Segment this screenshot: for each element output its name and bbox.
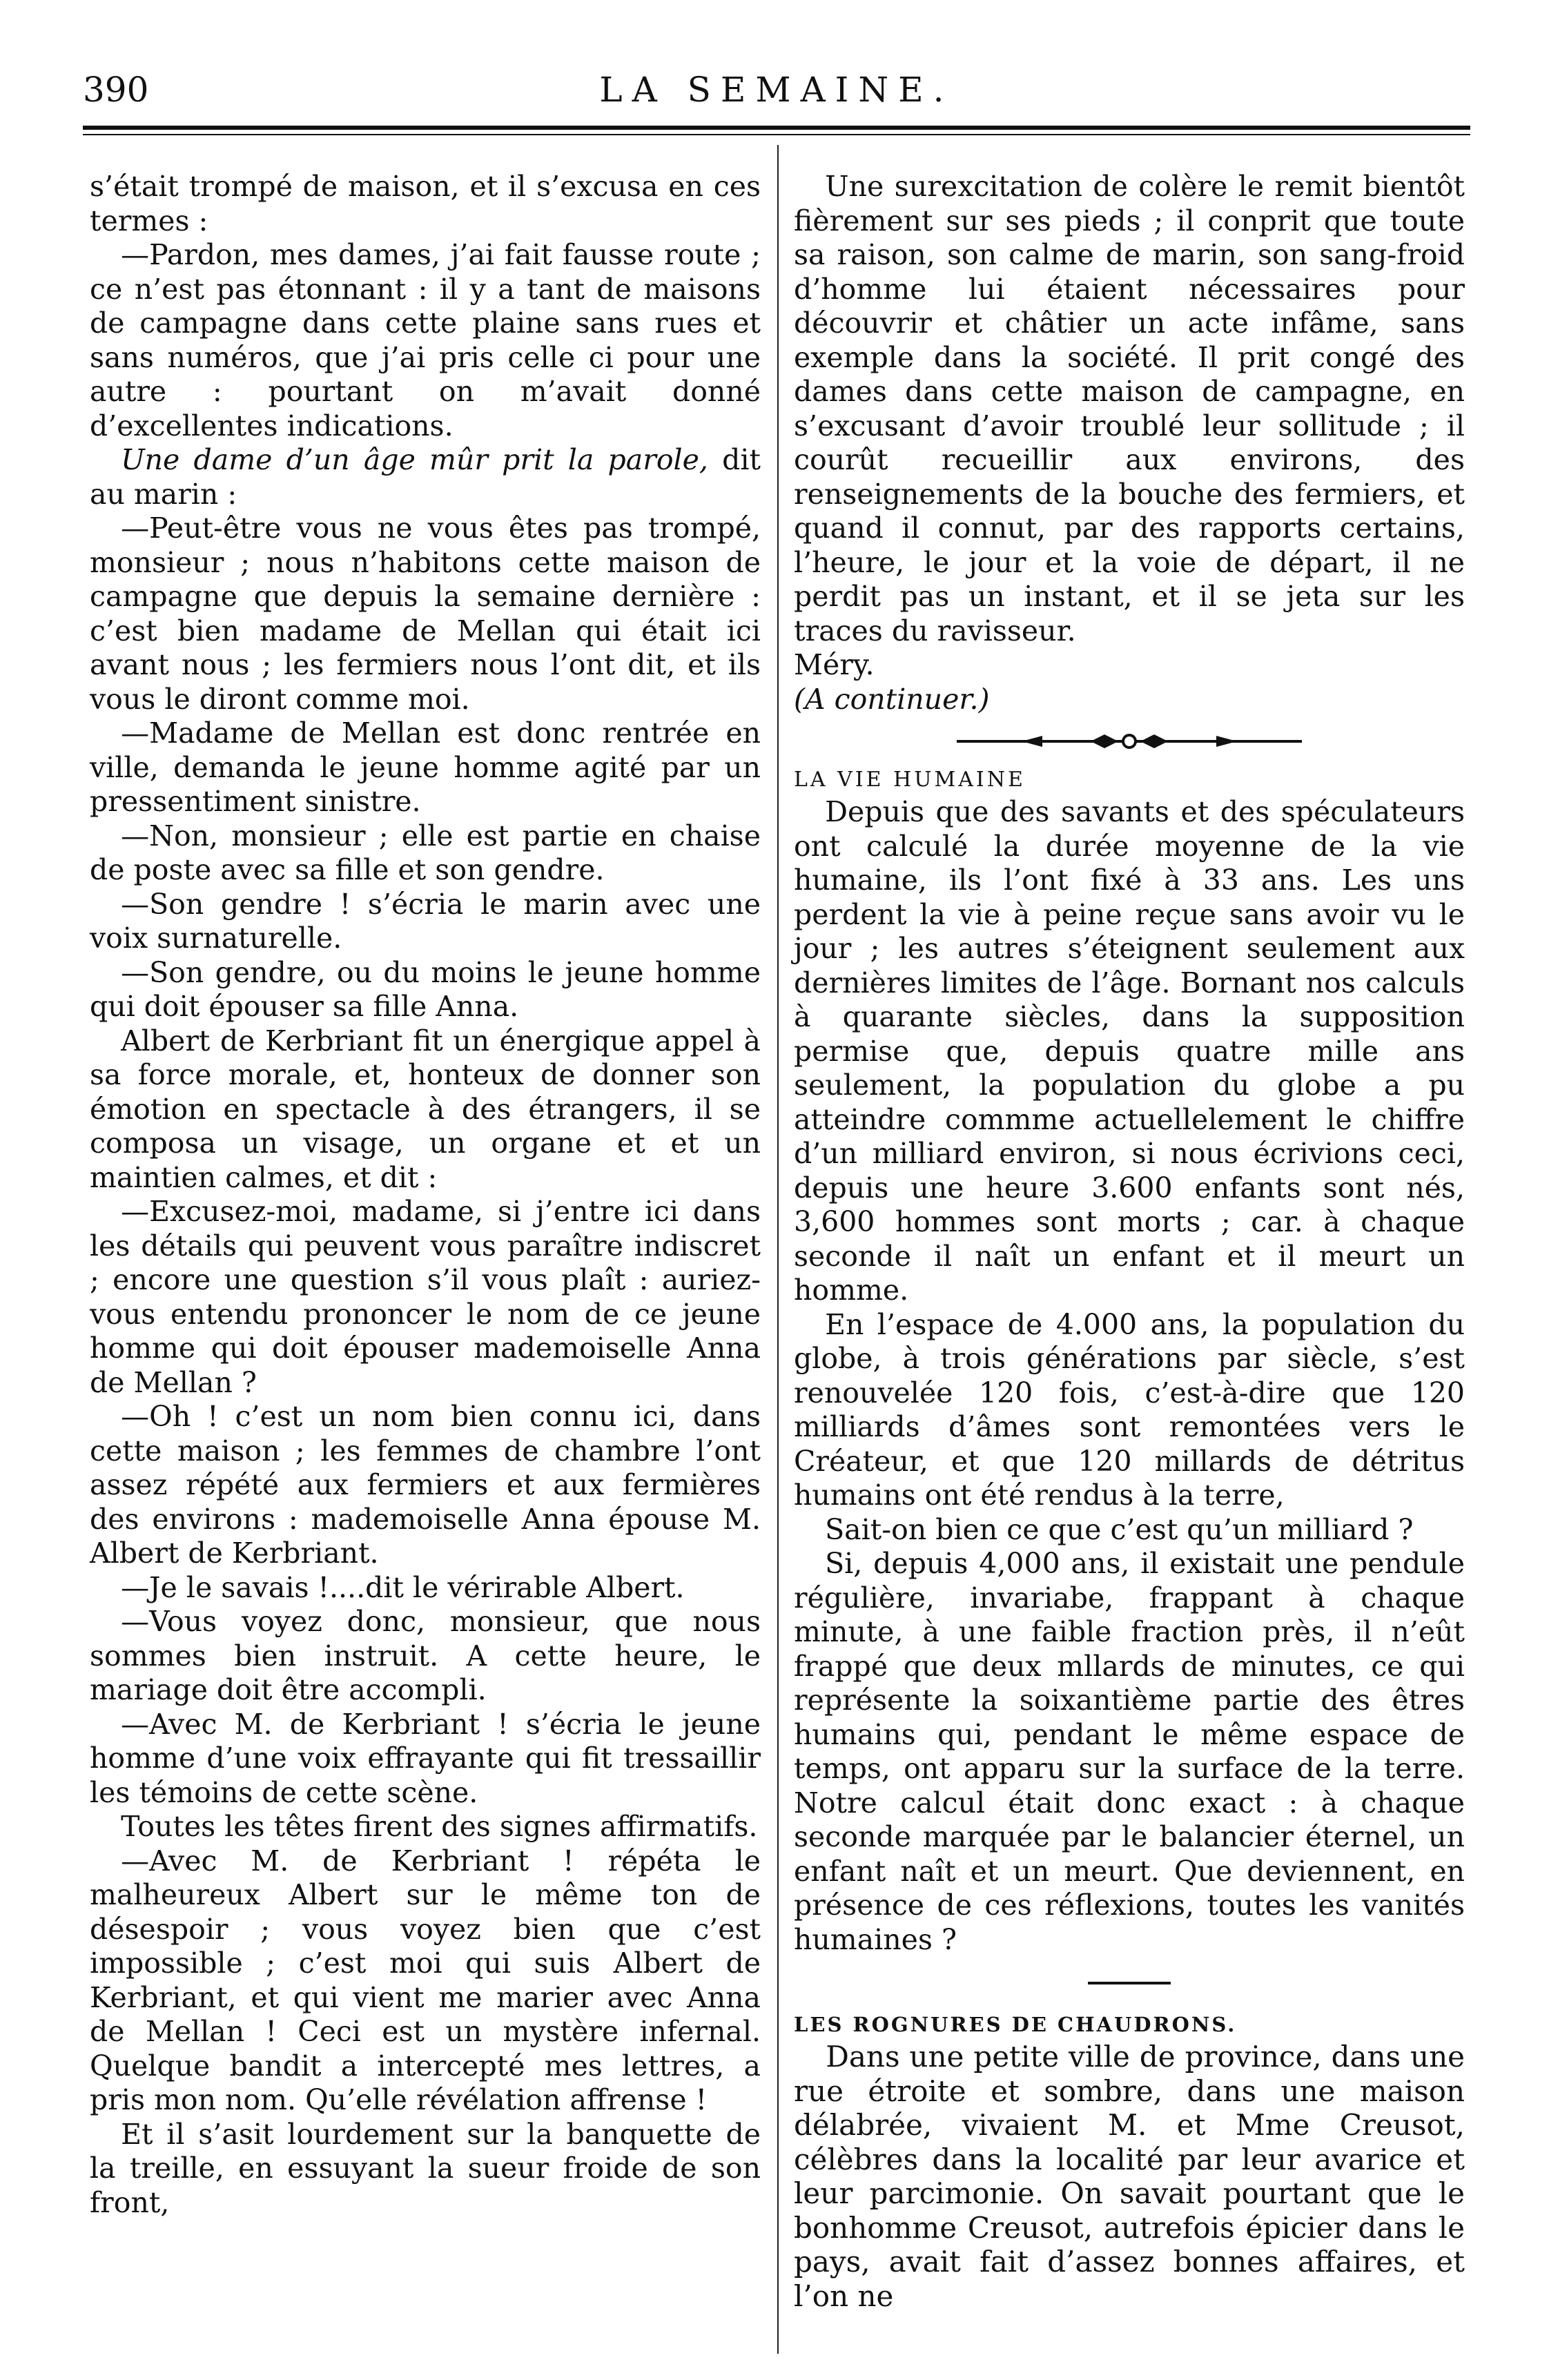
- page-header: [83, 69, 1470, 117]
- author-signature: Méry.: [794, 648, 875, 681]
- paragraph: En l’espace de 4.000 ans, la population du globe, à trois générations par siècle, s’est renouvelée 120 fois, c’est-à-dire que 120 milliards d’âmes sont remontées vers le Créateur, et que 120 millards de détritus humains ont été rendus à la terre,: [794, 1307, 1465, 1512]
- paragraph: Toutes les têtes firent des signes affirmatifs.: [121, 1810, 758, 1843]
- paragraph: Et il s’asit lourdement sur la banquette de la treille, en essuyant la sueur froide de son front,: [90, 2117, 761, 2219]
- paragraph: Dans une petite ville de province, dans une rue étroite et sombre, dans une maison délabrée, vivaient M. et Mme Creusot, célèbres dans la localité par leur avarice et leur parcimonie. On savait pourtant que le bonhomme Creusot, autrefois épicier dans le pays, avait fait d’assez bonnes affaires, et l’on ne: [794, 2040, 1465, 2313]
- paragraph: —Excusez-moi, madame, si j’entre ici dans les détails qui peuvent vous paraître indiscret ; encore une question s’il vous plaît : auriez-vous entendu prononcer le nom de ce jeune homme qui doit épouser mademoiselle Anna de Mellan ?: [90, 1195, 761, 1399]
- section-title: LA VIE HUMAINE: [794, 768, 1026, 792]
- right-column: [794, 170, 1465, 2313]
- paragraph: —Oh ! c’est un nom bien connu ici, dans cette maison ; les femmes de chambre l’ont assez répété aux fermiers et aux fermières des environs : mademoiselle Anna épouse M. Albert de Kerbriant.: [90, 1400, 761, 1570]
- paragraph: —Son gendre, ou du moins le jeune homme qui doit épouser sa fille Anna.: [90, 955, 761, 1023]
- paragraph: Une surexcitation de colère le remit bientôt fièrement sur ses pieds ; il conprit que toute sa raison, son calme de marin, son sang-froid d’homme lui étaient nécessaires pour découvrir et châtier un acte infâme, sans exemple dans la société. Il prit congé des dames dans cette maison de campagne, en s’excusant d’avoir troublé leur sollitude ; il courût recueillir aux environs, des renseignements de la bouche des fermiers, et quand il connut, par des rapports certains, l’heure, le jour et la voie de départ, il ne perdit pas un instant, et il se jeta sur les traces du ravisseur.: [794, 170, 1465, 647]
- column-divider: [777, 145, 779, 2354]
- paragraph: Si, depuis 4,000 ans, il existait une pendule régulière, invariabe, frappant à chaque minute, à une faible fraction près, il n’eût frappé que deux mllards de minutes, ce qui représente la soixantième partie des êtres humains qui, pendant le même espace de temps, ont apparu sur la surface de la terre. Notre calcul était donc exact : à chaque seconde marquée par le balancier éternel, un enfant naît et un meurt. Que deviennent, en présence de ces réflexions, toutes les vanités humaines ?: [794, 1547, 1465, 1956]
- paragraph: s’était trompé de maison, et il s’excusa en ces termes :: [90, 170, 761, 237]
- ornament-divider-icon: [794, 728, 1465, 755]
- paragraph: Albert de Kerbriant fit un énergique appel à sa force morale, et, honteux de donner son émotion en spectacle à des étrangers, il se composa un visage, un organe et et un maintien calmes, et dit :: [90, 1024, 761, 1194]
- running-title: LA SEMAINE.: [599, 70, 954, 110]
- section-title: LES ROGNURES DE CHAUDRONS.: [794, 2013, 1237, 2036]
- to-be-continued: (A continuer.): [794, 682, 990, 716]
- paragraph: —Peut-être vous ne vous êtes pas trompé, monsieur ; nous n’habitons cette maison de campagne que depuis la semaine dernière : c’est bien madame de Mellan qui était ici avant nous ; les fermiers nous l’ont dit, et ils vous le diront comme moi.: [90, 511, 761, 716]
- header-rule-thin: [83, 134, 1470, 135]
- page-number: 390: [83, 70, 149, 110]
- paragraph: —Son gendre ! s’écria le marin avec une voix surnaturelle.: [90, 887, 761, 955]
- paragraph: —Pardon, mes dames, j’ai fait fausse route ; ce n’est pas étonnant : il y a tant de maisons de campagne dans cette plaine sans rues et sans numéros, que j’ai pris celle ci pour une autre : pourtant on m’avait donné d’excellentes indications.: [90, 238, 761, 442]
- header-rule-thick: [83, 126, 1470, 130]
- paragraph: —Avec M. de Kerbriant ! répéta le malheureux Albert sur le même ton de désespoir ; vous voyez bien que c’est impossible ; c’est moi qui suis Albert de Kerbriant, et qui vient me marier avec Anna de Mellan ! Ceci est un mystère infernal. Quelque bandit a intercepté mes lettres, a pris mon nom. Qu’elle révélation affrense !: [90, 1844, 761, 2116]
- paragraph: —Avec M. de Kerbriant ! s’écria le jeune homme d’une voix effrayante qui fit tressaillir les témoins de cette scène.: [90, 1707, 761, 1809]
- left-column: [90, 170, 761, 2220]
- paragraph: —Je le savais !....dit le vérirable Albert.: [121, 1570, 685, 1604]
- paragraph: Une dame d’un âge mûr prit la parole, dit au marin :: [90, 443, 761, 511]
- paragraph: —Madame de Mellan est donc rentrée en ville, demanda le jeune homme agité par un pressentiment sinistre.: [90, 716, 761, 818]
- paragraph: Sait-on bien ce que c’est qu’un milliard ?: [825, 1512, 1414, 1546]
- paragraph: —Vous voyez donc, monsieur, que nous sommes bien instruit. A cette heure, le mariage doit être accompli.: [90, 1605, 761, 1706]
- italic-phrase: Une dame d’un âge mûr prit la parole,: [121, 443, 708, 476]
- paragraph: Depuis que des savants et des spéculateurs ont calculé la durée moyenne de la vie humaine, ils l’ont fixé à 33 ans. Les uns perdent la vie à peine reçue sans avoir vu le jour ; les autres s’éteignent seulement aux dernières limites de l’âge. Bornant nos calculs à quarante siècles, dans la supposition permise que, depuis quatre mille ans seulement, la population du globe a pu atteindre commme actuellelement le chiffre d’un milliard environ, si nous écrivions ceci, depuis une heure 3.600 enfants sont nés, 3,600 hommes sont morts ; car. à chaque seconde il naît un enfant et il meurt un homme.: [794, 795, 1465, 1307]
- paragraph: —Non, monsieur ; elle est partie en chaise de poste avec sa fille et son gendre.: [90, 819, 761, 886]
- section-rule: [1088, 1982, 1171, 1984]
